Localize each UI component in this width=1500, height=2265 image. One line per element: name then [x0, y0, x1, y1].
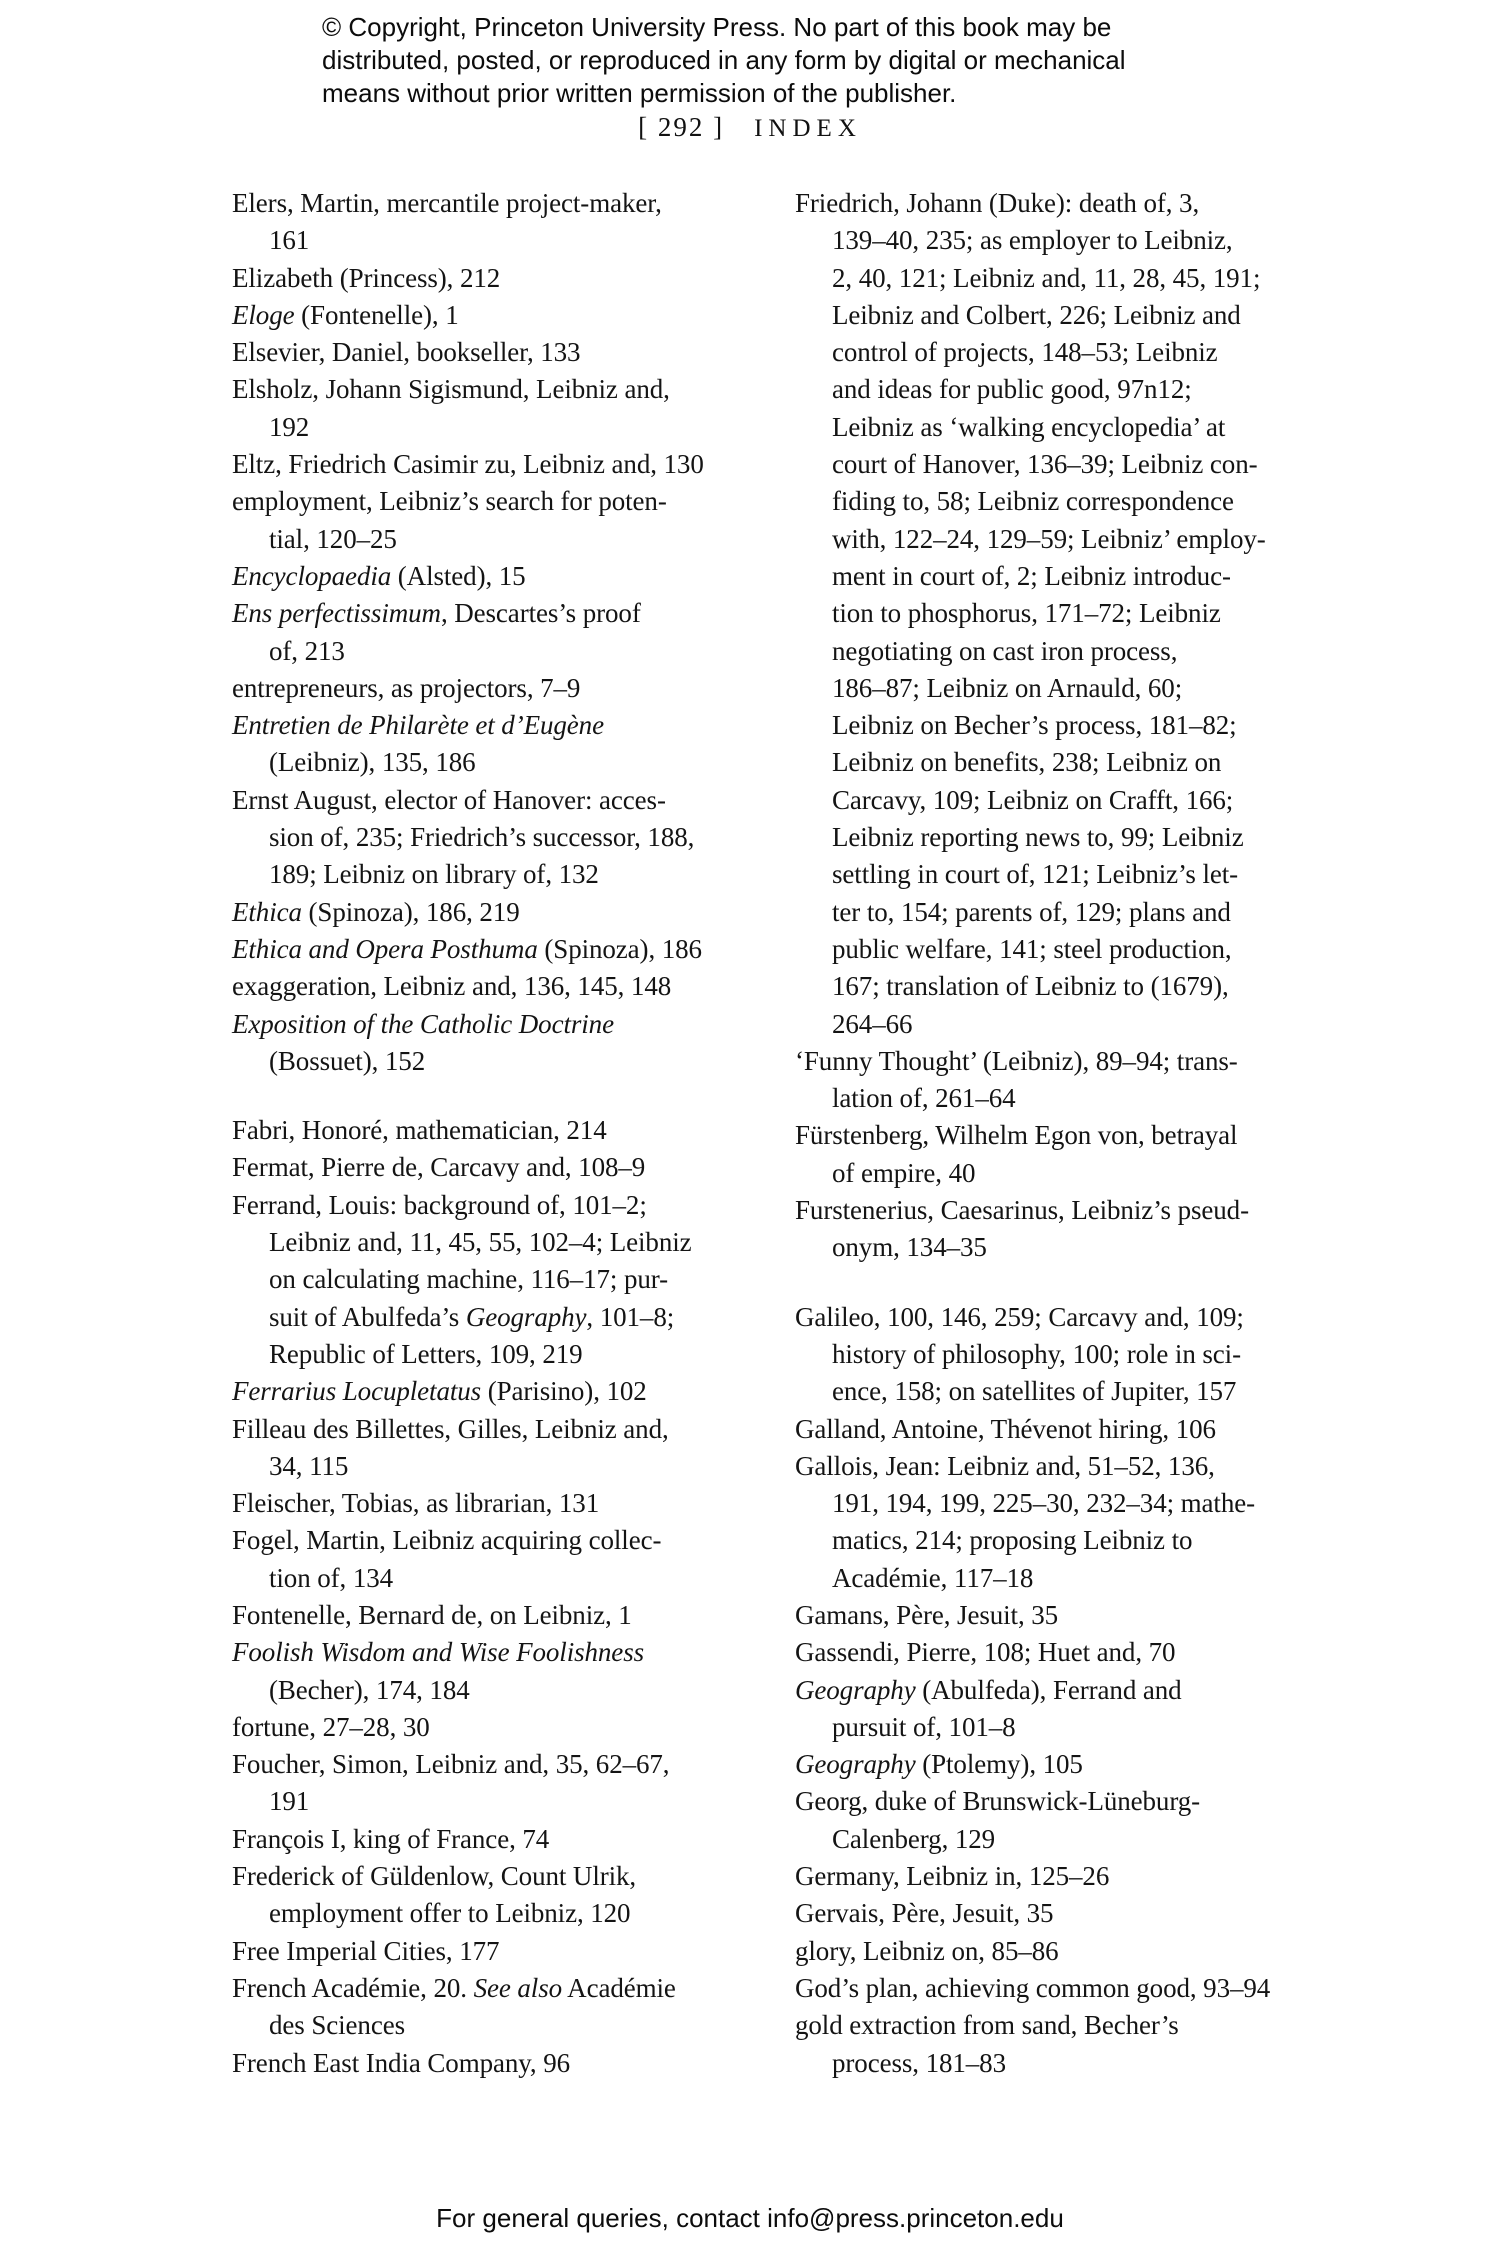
index-line: negotiating on cast iron process, — [832, 635, 1178, 666]
index-line: on calculating machine, 116–17; pur- — [269, 1264, 668, 1295]
index-line: Republic of Letters, 109, 219 — [269, 1338, 583, 1369]
index-line: Filleau des Billettes, Gilles, Leibniz and, — [232, 1413, 669, 1444]
index-line: Eltz, Friedrich Casimir zu, Leibniz and, 130 — [232, 449, 704, 480]
index-line: Ferrand, Louis: background of, 101–2; — [232, 1189, 647, 1220]
index-line: Exposition of the Catholic Doctrine — [232, 1008, 614, 1039]
index-line: Calenberg, 129 — [832, 1823, 996, 1854]
index-line: court of Hanover, 136–39; Leibniz con- — [832, 449, 1258, 480]
index-line: 191, 194, 199, 225–30, 232–34; mathe- — [832, 1488, 1256, 1519]
index-line: Elers, Martin, mercantile project-maker, — [232, 188, 662, 218]
index-line: Germany, Leibniz in, 125–26 — [795, 1861, 1110, 1892]
index-line: Leibniz as ‘walking encyclopedia’ at — [832, 411, 1226, 442]
footer-contact: For general queries, contact info@press.princeton.edu — [436, 2203, 1064, 2233]
index-line: sion of, 235; Friedrich’s successor, 188, — [269, 822, 695, 853]
index-line: Friedrich, Johann (Duke): death of, 3, — [795, 188, 1200, 218]
index-line: Fogel, Martin, Leibniz acquiring collec- — [232, 1525, 662, 1556]
index-line: ment in court of, 2; Leibniz introduc- — [832, 560, 1231, 591]
index-line: entrepreneurs, as projectors, 7–9 — [232, 672, 581, 703]
index-line: ‘Funny Thought’ (Leibniz), 89–94; trans- — [795, 1045, 1238, 1076]
index-line: French East India Company, 96 — [232, 2047, 571, 2078]
index-line: Foolish Wisdom and Wise Foolishness — [232, 1637, 645, 1668]
index-line: 186–87; Leibniz on Arnauld, 60; — [832, 672, 1183, 703]
index-line: 34, 115 — [269, 1450, 349, 1481]
index-line: Leibniz reporting news to, 99; Leibniz — [832, 822, 1244, 853]
index-line: François I, king of France, 74 — [232, 1823, 550, 1854]
page-number: [ 292 ] — [638, 112, 725, 142]
index-line: Geography (Ptolemy), 105 — [795, 1749, 1083, 1780]
copyright-line: © Copyright, Princeton University Press. No part of this book may be — [322, 12, 1112, 42]
index-line: Fabri, Honoré, mathematician, 214 — [232, 1115, 607, 1146]
index-line: Leibniz on Becher’s process, 181–82; — [832, 710, 1237, 741]
index-line: French Académie, 20. See also Académie — [232, 1972, 676, 2003]
index-line: 191 — [269, 1786, 310, 1817]
index-line: Ethica (Spinoza), 186, 219 — [232, 896, 520, 927]
index-line: tion to phosphorus, 171–72; Leibniz — [832, 598, 1221, 629]
index-line: Ernst August, elector of Hanover: acces- — [232, 784, 666, 815]
copyright-line: distributed, posted, or reproduced in any form by digital or mechanical — [322, 45, 1126, 75]
index-line: Gassendi, Pierre, 108; Huet and, 70 — [795, 1637, 1176, 1668]
index-line: public welfare, 141; steel production, — [832, 933, 1232, 964]
index-letter-group — [795, 185, 1405, 1267]
index-line: history of philosophy, 100; role in sci- — [832, 1338, 1241, 1369]
index-letter-group — [795, 1299, 1405, 2082]
index-line: Foucher, Simon, Leibniz and, 35, 62–67, — [232, 1749, 670, 1780]
index-line: employment offer to Leibniz, 120 — [269, 1898, 631, 1929]
index-line: (Bossuet), 152 — [269, 1045, 426, 1076]
index-line: process, 181–83 — [832, 2047, 1006, 2078]
index-line: 189; Leibniz on library of, 132 — [269, 859, 599, 890]
index-line: Ferrarius Locupletatus (Parisino), 102 — [232, 1376, 647, 1407]
copyright-line: means without prior written permission of the publisher. — [322, 78, 957, 108]
index-line: and ideas for public good, 97n12; — [832, 374, 1192, 405]
index-line: settling in court of, 121; Leibniz’s let- — [832, 859, 1239, 890]
section-title: INDEX — [754, 115, 862, 142]
index-line: Gamans, Père, Jesuit, 35 — [795, 1599, 1059, 1630]
index-line: Fürstenberg, Wilhelm Egon von, betrayal — [795, 1120, 1238, 1151]
index-line: of, 213 — [269, 635, 345, 666]
index-line: God’s plan, achieving common good, 93–94 — [795, 1972, 1271, 2003]
index-line: 139–40, 235; as employer to Leibniz, — [832, 225, 1233, 256]
running-head — [0, 112, 1500, 143]
index-line: Geography (Abulfeda), Ferrand and — [795, 1674, 1182, 1705]
index-line: tion of, 134 — [269, 1562, 394, 1593]
index-line: Leibniz on benefits, 238; Leibniz on — [832, 747, 1222, 778]
index-line: Carcavy, 109; Leibniz on Crafft, 166; — [832, 784, 1234, 815]
index-line: Fontenelle, Bernard de, on Leibniz, 1 — [232, 1599, 632, 1630]
index-line: Galileo, 100, 146, 259; Carcavy and, 109; — [795, 1301, 1244, 1332]
index-line: suit of Abulfeda’s Geography, 101–8; — [269, 1301, 675, 1332]
index-line: Ethica and Opera Posthuma (Spinoza), 186 — [232, 933, 702, 964]
index-line: onym, 134–35 — [832, 1232, 987, 1263]
index-line: fiding to, 58; Leibniz correspondence — [832, 486, 1234, 517]
index-line: matics, 214; proposing Leibniz to — [832, 1525, 1193, 1556]
index-line: ter to, 154; parents of, 129; plans and — [832, 896, 1231, 927]
index-line: Leibniz and, 11, 45, 55, 102–4; Leibniz — [269, 1227, 692, 1258]
copyright-notice — [322, 11, 1126, 110]
index-line: fortune, 27–28, 30 — [232, 1711, 430, 1742]
index-line: Free Imperial Cities, 177 — [232, 1935, 500, 1966]
index-line: control of projects, 148–53; Leibniz — [832, 337, 1218, 368]
index-line: 167; translation of Leibniz to (1679), — [832, 971, 1229, 1002]
index-line: Fleischer, Tobias, as librarian, 131 — [232, 1488, 600, 1519]
index-line: glory, Leibniz on, 85–86 — [795, 1935, 1059, 1966]
index-line: Eloge (Fontenelle), 1 — [232, 299, 459, 330]
index-line: Frederick of Güldenlow, Count Ulrik, — [232, 1861, 637, 1892]
index-line: des Sciences — [269, 2010, 406, 2041]
index-line: 192 — [269, 411, 310, 442]
index-line: 264–66 — [832, 1008, 913, 1039]
index-line: of empire, 40 — [832, 1157, 976, 1188]
index-line: pursuit of, 101–8 — [832, 1711, 1016, 1742]
index-line: Académie, 117–18 — [832, 1562, 1034, 1593]
index-letter-group — [232, 185, 794, 1080]
index-line: (Becher), 174, 184 — [269, 1674, 470, 1705]
index-line: tial, 120–25 — [269, 523, 397, 554]
index-line: 161 — [269, 225, 310, 256]
index-line: Fermat, Pierre de, Carcavy and, 108–9 — [232, 1152, 646, 1183]
index-line: Entretien de Philarète et d’Eugène — [232, 710, 604, 741]
index-line: with, 122–24, 129–59; Leibniz’ employ- — [832, 523, 1266, 554]
index-line: lation of, 261–64 — [832, 1083, 1016, 1114]
index-line: Leibniz and Colbert, 226; Leibniz and — [832, 299, 1241, 330]
index-line: Elizabeth (Princess), 212 — [232, 262, 501, 293]
index-line: Furstenerius, Caesarinus, Leibniz’s pseud- — [795, 1195, 1249, 1226]
index-line: Gallois, Jean: Leibniz and, 51–52, 136, — [795, 1450, 1215, 1481]
index-line: Ens perfectissimum, Descartes’s proof — [232, 598, 641, 629]
index-line: Galland, Antoine, Thévenot hiring, 106 — [795, 1413, 1216, 1444]
index-line: employment, Leibniz’s search for poten- — [232, 486, 667, 517]
index-line: Elsevier, Daniel, bookseller, 133 — [232, 337, 581, 368]
index-line: 2, 40, 121; Leibniz and, 11, 28, 45, 191; — [832, 262, 1261, 293]
index-line: (Leibniz), 135, 186 — [269, 747, 476, 778]
index-line: ence, 158; on satellites of Jupiter, 157 — [832, 1376, 1237, 1407]
index-column-right — [795, 185, 1405, 2082]
index-line: Encyclopaedia (Alsted), 15 — [232, 560, 526, 591]
index-line: Elsholz, Johann Sigismund, Leibniz and, — [232, 374, 670, 405]
index-line: Georg, duke of Brunswick-Lüneburg- — [795, 1786, 1201, 1817]
index-line: exaggeration, Leibniz and, 136, 145, 148 — [232, 971, 672, 1002]
index-column-left — [232, 185, 794, 2082]
index-line: gold extraction from sand, Becher’s — [795, 2010, 1179, 2041]
index-line: Gervais, Père, Jesuit, 35 — [795, 1898, 1054, 1929]
index-letter-group — [232, 1112, 794, 2082]
